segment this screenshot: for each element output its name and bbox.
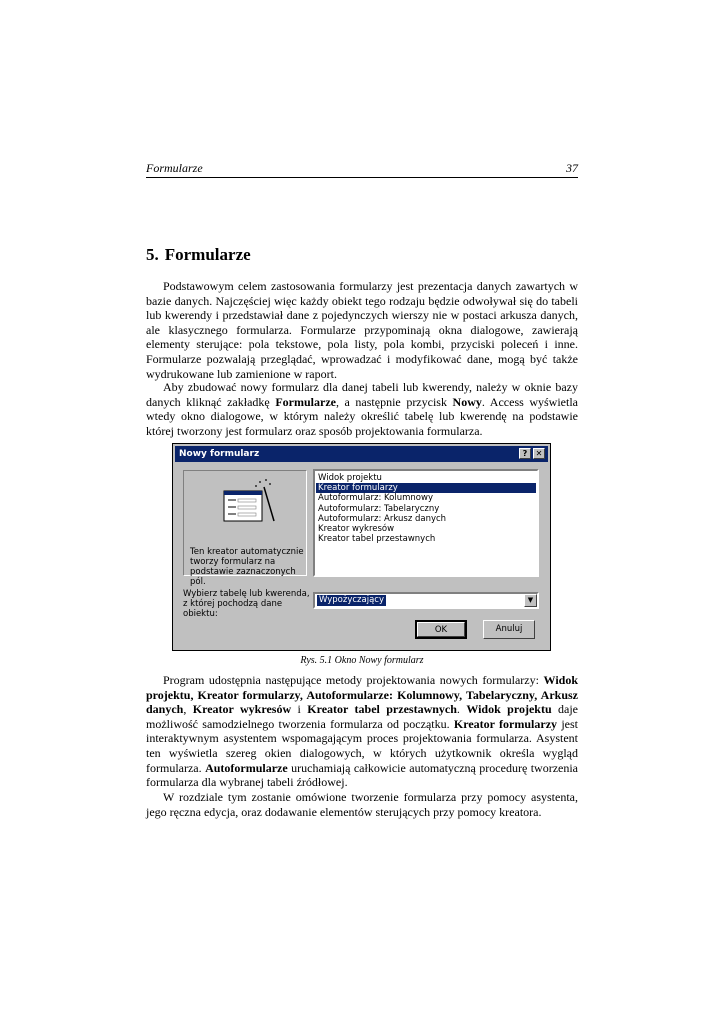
list-item[interactable]: Autoformularz: Kolumnowy — [318, 493, 433, 504]
source-combobox-value: Wypożyczający — [319, 595, 384, 605]
text-run-bold: Widok projektu, Kreator formularzy, Autoformularze: Kolumnowy, Tabelaryczny, Arkusz danych — [146, 673, 578, 717]
paragraph-intro: Podstawowym celem zastosowania formularzy jest prezentacja danych zawartych w bazie danych. Najczęściej więc każdy obiekt tego rodzaju będzie odwoływał się do tabeli lub kwerendy i przedstawiał dane z pojedynczych wierszy nie w postaci arkusza danych, ale klasycznego formularza. Formularze przypominają okna dialogowe, zawierają elementy sterujące: pola tekstowe, pola listy, pola kombi, przyciski poleceń i inne. Formularze pozwalają przeglądać, wprowadzać i modyfikować dane, mogą być także wydrukowane lub zamienione w raport. — [146, 279, 578, 381]
text-run-bold: Nowy — [452, 394, 482, 409]
ok-button[interactable] — [415, 620, 467, 639]
paragraph-chapter-scope: W rozdziale tym zostanie omówione tworzenie formularza przy pomocy asystenta, jego ręczna edycja, oraz dodawanie elementów sterujących przy pomocy kreatora. — [146, 790, 578, 819]
dropdown-arrow-icon[interactable]: ▼ — [524, 594, 537, 607]
chapter-title-text: Formularze — [164, 245, 251, 264]
running-header-title: Formularze — [146, 161, 203, 175]
wizard-description: Ten kreator automatycznie tworzy formularz na podstawie zaznaczonych pól. — [190, 547, 304, 587]
text-run: uruchamiają całkowicie automatyczną procedurę tworzenia formularza dla wybranej tabeli źródłowej. — [146, 760, 578, 790]
list-item[interactable]: Kreator tabel przestawnych — [318, 534, 436, 545]
figure-caption: Rys. 5.1 Okno Nowy formularz — [300, 655, 424, 666]
text-run: i — [291, 702, 308, 717]
new-form-dialog — [172, 443, 551, 651]
text-run-bold: Kreator formularzy — [453, 716, 558, 731]
source-combobox[interactable] — [313, 592, 539, 609]
text-run: daje możliwość samodzielnego tworzenia formularza od początku. — [146, 702, 579, 731]
text-run-bold: Kreator tabel przestawnych — [307, 702, 457, 717]
text-run: Aby zbudować nowy formularz dla danej tabeli lub kwerendy, należy w oknie bazy danych kliknąć zakładkę — [146, 380, 578, 409]
paragraph-methods — [146, 673, 578, 790]
wizard-preview-panel — [183, 470, 307, 587]
text-run: . — [456, 702, 467, 717]
text-run: , — [183, 702, 193, 717]
list-item[interactable]: Widok projektu — [318, 473, 382, 483]
chapter-number: 5. — [146, 245, 159, 264]
page-number: 37 — [566, 161, 578, 175]
text-run-bold: Widok projektu — [466, 702, 552, 717]
text-run: Program udostępnia następujące metody projektowania nowych formularzy: — [163, 673, 544, 687]
ok-button-label: OK — [417, 622, 465, 637]
form-wizard-icon — [220, 477, 280, 527]
paragraph-new-form — [146, 380, 578, 438]
dialog-titlebar[interactable] — [175, 446, 548, 462]
list-item-selected[interactable]: Kreator formularzy — [316, 483, 536, 493]
list-item[interactable]: Autoformularz: Arkusz danych — [318, 513, 447, 524]
text-run-bold: Kreator wykresów — [192, 702, 292, 717]
text-run-bold: Formularze — [275, 394, 336, 409]
method-listbox[interactable] — [313, 469, 539, 577]
text-run: , a następnie przycisk — [335, 394, 453, 409]
dialog-title: Nowy formularz — [179, 449, 260, 459]
text-run: jest interaktywnym asystentem wspomagającym proces projektowania formularza. Asystent ten wyświetla szereg okien dialogowych, w których użytkownik określa wygląd formularza. — [146, 716, 578, 775]
text-run: . Access wyświetla wtedy okno dialogowe, w którym należy określić tabelę lub kwerendę na podstawie której tworzony jest formularz oraz sposób projektowania formularza. — [146, 394, 579, 438]
help-button[interactable]: ? — [519, 448, 531, 459]
list-item[interactable]: Autoformularz: Tabelaryczny — [318, 503, 440, 514]
running-header — [146, 161, 578, 178]
source-label: Wybierz tabelę lub kwerenda, z której pochodzą dane obiektu: — [183, 589, 310, 619]
chapter-title — [146, 244, 251, 266]
text-run-bold: Autoformularze — [205, 760, 288, 775]
close-button[interactable]: ✕ — [533, 448, 545, 459]
cancel-button[interactable]: Anuluj — [483, 620, 535, 639]
list-item[interactable]: Kreator wykresów — [318, 523, 395, 534]
